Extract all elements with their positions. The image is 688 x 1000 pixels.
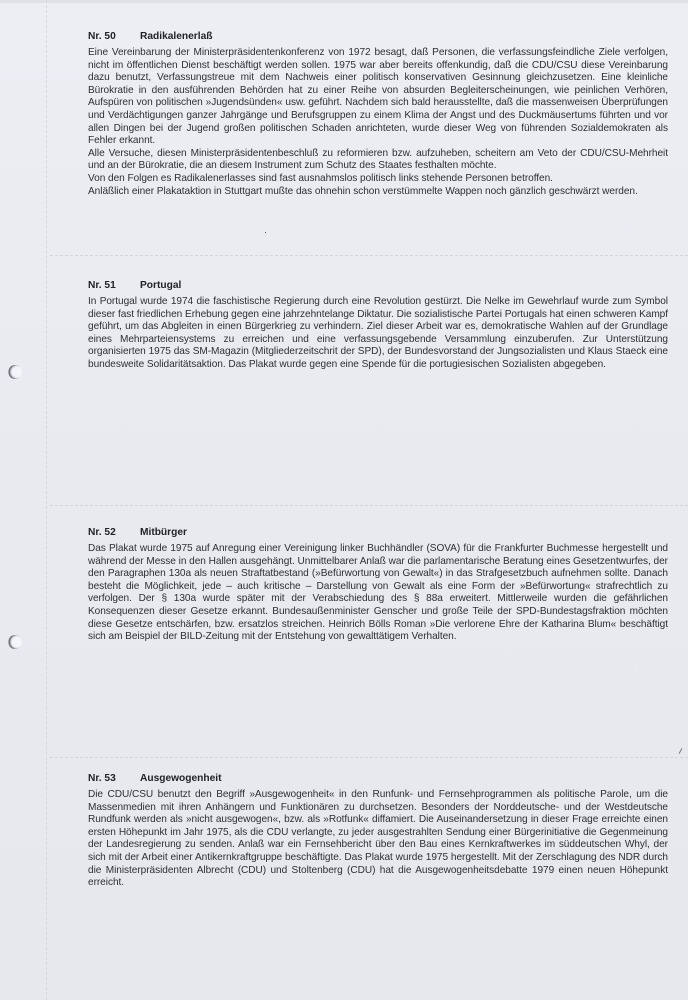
entry-body — [88, 543, 668, 644]
punch-hole — [8, 365, 22, 379]
entry-number: Nr. 50 — [88, 31, 116, 42]
entry-heading — [88, 772, 668, 786]
margin-line — [46, 0, 47, 1000]
entry-paragraph: Alle Versuche, diesen Ministerpräsidentenbeschluß zu reformieren bzw. aufzuheben, scheitern am Veto der CDU/CSU-Mehrheit und an der Bürokratie, die an diesem Instrument zum Schutz des Staates festhalten möchte. — [88, 147, 668, 172]
section-divider — [50, 757, 688, 758]
entry-53 — [88, 772, 668, 890]
entry-title: Ausgewogenheit — [140, 773, 222, 784]
entry-heading — [88, 526, 668, 540]
page-top-edge — [0, 0, 688, 3]
entry-title: Mitbürger — [140, 527, 187, 538]
entry-paragraph: Von den Folgen es Radikalenerlasses sind fast ausnahmslos politisch links stehende Personen betroffen. — [88, 172, 553, 184]
entry-heading — [88, 30, 668, 44]
entry-title: Radikalenerlaß — [140, 31, 213, 42]
section-divider — [50, 505, 688, 506]
section-divider — [50, 255, 688, 256]
entry-50 — [88, 30, 668, 198]
entry-52 — [88, 526, 668, 644]
punch-hole — [8, 635, 22, 649]
entry-body — [88, 47, 668, 198]
entry-paragraph: Die CDU/CSU benutzt den Begriff »Ausgewogenheit« in den Runfunk- und Fernsehprogrammen als politische Parole, um die Massenmedien mit ihren Anhängern und Funktionären zu durchsetzen. Besonders der Norddeutsche- und der Westdeutsche Rundfunk werden als »nicht ausgewogen«, bzw. als »Rotfunk« diffamiert. Die Auseinandersetzung in dieser Frage erreichte einen ersten Höhepunkt im Jahr 1975, als die CDU verlangte, zu jeder ausgestrahlten Sendung einer Bürgerinitiative die Gegenmeinung der Landesregierung zu senden. Anlaß war ein Fernsehbericht über den Bau eines Kernkraftwerkes im süddeutschen Whyl, der sich mit der Arbeit einer Antikernkraftgruppe beschäftigte. Das Plakat wurde 1975 hergestellt. Mit der Zerschlagung des NDR durch die Ministerpräsidenten Albrecht (CDU) und Stoltenberg (CDU) hat die Ausgewogenheitsdebatte 1979 einen neuen Höhepunkt erreicht. — [88, 789, 668, 889]
entry-body — [88, 789, 668, 890]
entry-51 — [88, 279, 668, 372]
entry-title: Portugal — [140, 280, 182, 291]
entry-number: Nr. 53 — [88, 773, 116, 784]
pencil-mark — [679, 748, 683, 754]
entry-paragraph: Das Plakat wurde 1975 auf Anregung einer Vereinigung linker Buchhändler (SOVA) für die Frankfurter Buchmesse hergestellt und während der Messe in den Hallen ausgehängt. Unmittelbarer Anlaß war die parlamentarische Beratung eines Gesetzentwurfes, der den Paragraphen 130a als neuen Straftatbestand (»Befürwortung von Gewalt«) in das Strafgesetzbuch aufnehmen sollte. Danach besteht die Möglichkeit, jede – auch kritische – Darstellung von Gewalt als eine Form der »Befürwortung« strafrechtlich zu verfolgen. Der § 130a wurde später mit der Verabschiedung des § 88a erweitert. Mittlerweile wurden die gefährlichen Konsequenzen dieser Gesetze erkannt. Bundesaußenminister Genscher und große Teile der SPD-Bundestagsfraktion möchten diese Gesetze entschärfen, bzw. ersatzlos streichen. Heinrich Bölls Roman »Die verlorene Ehre der Katharina Blum« beschäftigt sich am Beispiel der BILD-Zeitung mit der Entstehung von gewalttätigem Verhalten. — [88, 543, 668, 643]
entry-paragraph: Eine Vereinbarung der Ministerpräsidentenkonferenz von 1972 besagt, daß Personen, die verfassungsfeindliche Ziele verfolgen, nicht im öffentlichen Dienst beschäftigt werden sollen. 1975 war aber bereits offenkundig, daß die CDU/CSU diese Vereinbarung dazu benutzt, Verfassungstreue mit dem Nachweis einer politisch konservativen Gesinnung gleichzusetzen. Eine kleinliche Bürokratie in den ausführenden Behörden hat zu einer Reihe von absurden Begleiterscheinungen, wie peinlichen Verhören, Aufspüren von politischen »Jugendsünden« usw. geführt. Nachdem sich bald herausstellte, daß die massenweisen Überprüfungen und Verdächtigungen ganzer Jahrgänge und Berufsgruppen zu einem Klima der Angst und des Duckmäusertums führten und vor allen Dingen bei der Jugend großen politischen Schaden anrichteten, wurde dieser Weg von führenden Sozialdemokraten als Fehler erkannt. — [88, 47, 668, 147]
entry-number: Nr. 52 — [88, 527, 116, 538]
entry-heading — [88, 279, 668, 293]
entry-number: Nr. 51 — [88, 280, 116, 291]
entry-paragraph: Anläßlich einer Plakataktion in Stuttgart mußte das ohnehin schon verstümmelte Wappen noch gänzlich geschwärzt werden. — [88, 185, 638, 197]
speck — [265, 232, 266, 233]
entry-paragraph: In Portugal wurde 1974 die faschistische Regierung durch eine Revolution gestürzt. Die Nelke im Gewehrlauf wurde zum Symbol dieser fast friedlichen Erhebung gegen eine jahrzehntelange Diktatur. Die sozialistische Partei Portugals hat einen schweren Kampf geführt, um das Abgleiten in einen Bürgerkrieg zu verhindern. Ziel dieser Arbeit war es, demokratische Wahlen auf der Grundlage eines Mehrparteiensystems zu erreichen und eine verfassungsgebende Versammlung einzuberufen. Zur Unterstützung organisierten 1975 das SM-Magazin (Mitgliederzeitschrit der SPD), der Bundesvorstand der Jungsozialisten und Klaus Staeck eine bundesweite Solidaritätsaktion. Das Plakat wurde gegen eine Spende für die portugiesischen Sozialisten abgegeben. — [88, 296, 668, 370]
entry-body — [88, 296, 668, 372]
